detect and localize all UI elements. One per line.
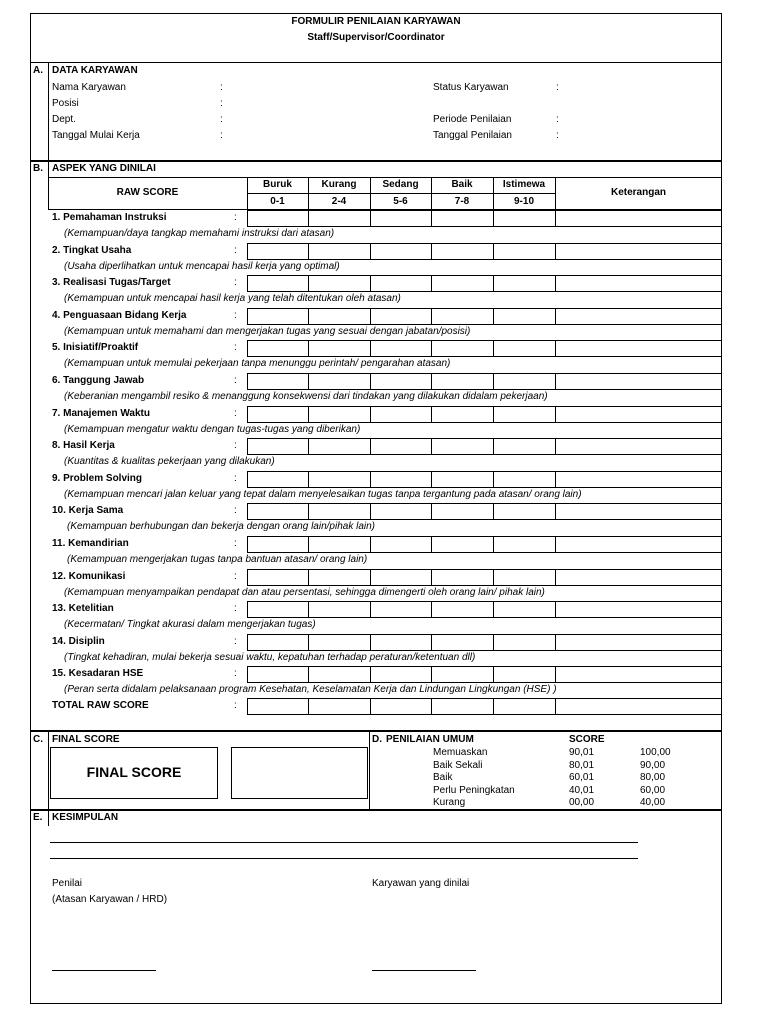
table-vline: [431, 698, 432, 715]
criterion-colon: :: [234, 668, 237, 679]
score-cell-divider: [308, 438, 309, 455]
field-colon: :: [220, 98, 223, 109]
field-tanggal-mulai-kerja: Tanggal Mulai Kerja: [52, 130, 140, 141]
criterion-name: 11. Kemandirian: [52, 538, 129, 549]
score-cell-divider: [308, 503, 309, 520]
score-cell-divider: [493, 373, 494, 390]
conclusion-line[interactable]: [50, 858, 638, 859]
score-cell-divider: [370, 634, 371, 651]
scale-label-kurang: Kurang: [321, 179, 357, 190]
score-cell-divider: [370, 210, 371, 227]
score-cell-divider: [308, 471, 309, 488]
criterion-description: (Kemampuan mencari jalan keluar yang tepat dalam menyelesaikan tugas tanpa tergantung pada atasan/ orang lain): [64, 489, 582, 500]
rating-min: 80,01: [569, 760, 595, 771]
score-cell-divider: [555, 243, 556, 260]
table-vline: [493, 698, 494, 715]
criterion-name: 2. Tingkat Usaha: [52, 245, 132, 256]
rating-label: Perlu Peningkatan: [433, 785, 515, 796]
score-cell-divider: [431, 406, 432, 423]
score-cell-divider: [555, 340, 556, 357]
field-colon: :: [220, 82, 223, 93]
score-cell-divider: [431, 503, 432, 520]
score-cell-divider: [431, 536, 432, 553]
criterion-description: (Kemampuan untuk memahami dan mengerjakan tugas yang sesuai dengan jabatan/posisi): [64, 326, 471, 337]
keterangan-header: Keterangan: [610, 187, 666, 198]
section-a-letter: A.: [33, 65, 43, 76]
criterion-score-row[interactable]: [247, 275, 722, 292]
criterion-name: 12. Komunikasi: [52, 571, 126, 582]
score-cell-divider: [555, 373, 556, 390]
section-b-divider: [30, 730, 722, 732]
field-status-karyawan: Status Karyawan: [433, 82, 509, 93]
section-d-title: PENILAIAN UMUM: [386, 734, 474, 745]
score-cell-divider: [493, 243, 494, 260]
criterion-description: (Keberanian mengambil resiko & menanggung konsekwensi dari tindakan yang dilakukan didalam pekerjaan): [64, 391, 548, 402]
score-cell-divider: [431, 243, 432, 260]
final-score-label-box: [50, 747, 218, 799]
score-cell-divider: [370, 275, 371, 292]
score-cell-divider: [308, 243, 309, 260]
field-colon: :: [556, 114, 559, 125]
table-vline: [555, 698, 556, 715]
score-cell-divider: [555, 438, 556, 455]
form-subtitle: Staff/Supervisor/Coordinator: [307, 32, 445, 43]
table-vline: [555, 177, 556, 210]
score-cell-divider: [370, 438, 371, 455]
score-cell-divider: [370, 601, 371, 618]
score-cell-divider: [308, 536, 309, 553]
final-score-label: FINAL SCORE: [86, 764, 182, 780]
employee-signature-line[interactable]: [372, 970, 476, 971]
score-cell-divider: [431, 601, 432, 618]
score-cell-divider: [555, 275, 556, 292]
score-cell-divider: [493, 503, 494, 520]
criterion-colon: :: [234, 342, 237, 353]
section-d-divider: [369, 731, 370, 809]
score-cell-divider: [493, 406, 494, 423]
criterion-colon: :: [234, 571, 237, 582]
section-a-letter-divider: [48, 62, 49, 161]
criterion-colon: :: [234, 277, 237, 288]
header-divider: [30, 62, 722, 63]
criterion-colon: :: [234, 603, 237, 614]
criterion-colon: :: [234, 375, 237, 386]
score-cell-divider: [555, 569, 556, 586]
assessor-note: (Atasan Karyawan / HRD): [52, 894, 168, 905]
scale-range-baik: 7-8: [454, 196, 470, 207]
score-cell-divider: [308, 634, 309, 651]
score-cell-divider: [431, 275, 432, 292]
criterion-score-row[interactable]: [247, 634, 722, 651]
score-cell-divider: [370, 406, 371, 423]
criterion-colon: :: [234, 636, 237, 647]
criterion-description: (Kemampuan untuk memulai pekerjaan tanpa menunggu perintah/ pengarahan atasan): [64, 358, 451, 369]
criterion-description: (Kemampuan untuk mencapai hasil kerja yang telah ditentukan oleh atasan): [64, 293, 401, 304]
score-cell-divider: [493, 601, 494, 618]
score-cell-divider: [493, 308, 494, 325]
rating-min: 60,01: [569, 772, 595, 783]
scale-label-istimewa: Istimewa: [502, 179, 546, 190]
table-vline: [308, 698, 309, 715]
criterion-name: 9. Problem Solving: [52, 473, 143, 484]
criterion-colon: :: [234, 505, 237, 516]
score-cell-divider: [555, 406, 556, 423]
section-c-title: FINAL SCORE: [52, 734, 120, 745]
score-cell-divider: [555, 308, 556, 325]
conclusion-line[interactable]: [50, 842, 638, 843]
final-score-value-box[interactable]: [231, 747, 368, 799]
criterion-colon: :: [234, 408, 237, 419]
total-colon: :: [234, 700, 237, 711]
section-a-title: DATA KARYAWAN: [52, 65, 138, 76]
section-e-letter-divider: [48, 810, 49, 826]
rating-max: 60,00: [640, 785, 666, 796]
criterion-score-row[interactable]: [247, 340, 722, 357]
score-cell-divider: [431, 569, 432, 586]
score-cell-divider: [431, 210, 432, 227]
criterion-score-row[interactable]: [247, 471, 722, 488]
field-colon: :: [556, 82, 559, 93]
criterion-name: 4. Penguasaan Bidang Kerja: [52, 310, 187, 321]
field-colon: :: [220, 130, 223, 141]
score-cell-divider: [431, 471, 432, 488]
rating-label: Kurang: [433, 797, 466, 808]
score-cell-divider: [370, 503, 371, 520]
score-cell-divider: [370, 373, 371, 390]
criterion-description: (Kemampuan berhubungan dan bekerja dengan orang lain/pihak lain): [67, 521, 375, 532]
criterion-name: 13. Ketelitian: [52, 603, 114, 614]
criterion-name: 7. Manajemen Waktu: [52, 408, 150, 419]
score-cell-divider: [370, 471, 371, 488]
criterion-score-row[interactable]: [247, 406, 722, 423]
criterion-score-row[interactable]: [247, 438, 722, 455]
score-cell-divider: [555, 210, 556, 227]
score-cell-divider: [370, 536, 371, 553]
score-cell-divider: [308, 210, 309, 227]
section-cd-divider: [30, 809, 722, 811]
score-cell-divider: [493, 634, 494, 651]
assessor-signature-line[interactable]: [52, 970, 156, 971]
scale-range-sedang: 5-6: [393, 196, 408, 207]
score-cell-divider: [431, 666, 432, 683]
criterion-colon: :: [234, 310, 237, 321]
criterion-colon: :: [234, 538, 237, 549]
score-cell-divider: [493, 471, 494, 488]
field-nama-karyawan: Nama Karyawan: [52, 82, 126, 93]
criterion-name: 3. Realisasi Tugas/Target: [52, 277, 171, 288]
score-cell-divider: [493, 569, 494, 586]
score-cell-divider: [308, 666, 309, 683]
scale-range-kurang: 2-4: [331, 196, 347, 207]
scale-label-buruk: Buruk: [263, 179, 292, 190]
score-cell-divider: [308, 340, 309, 357]
score-cell-divider: [431, 373, 432, 390]
criterion-description: (Kemampuan mengerjakan tugas tanpa bantuan atasan/ orang lain): [67, 554, 368, 565]
score-cell-divider: [493, 536, 494, 553]
criterion-name: 6. Tanggung Jawab: [52, 375, 145, 386]
criterion-score-row[interactable]: [247, 373, 722, 390]
section-a-divider: [30, 160, 722, 162]
employee-label: Karyawan yang dinilai: [372, 878, 470, 889]
section-e-letter: E.: [33, 812, 43, 823]
criterion-description: (Kuantitas & kualitas pekerjaan yang dilakukan): [64, 456, 275, 467]
section-b-title: ASPEK YANG DINILAI: [52, 163, 156, 174]
rating-label: Memuaskan: [433, 747, 488, 758]
criterion-description: (Peran serta didalam pelaksanaan program Kesehatan, Keselamatan Kerja dan Lindungan Lingkungan (HSE) ): [64, 684, 557, 695]
score-cell-divider: [493, 275, 494, 292]
field-periode-penilaian: Periode Penilaian: [433, 114, 512, 125]
rating-label: Baik: [433, 772, 453, 783]
criterion-score-row[interactable]: [247, 601, 722, 618]
criterion-score-row[interactable]: [247, 536, 722, 553]
rating-max: 100,00: [640, 747, 671, 758]
score-cell-divider: [308, 373, 309, 390]
scale-label-baik: Baik: [451, 179, 473, 190]
rating-min: 90,01: [569, 747, 595, 758]
section-b-letter: B.: [33, 163, 43, 174]
criterion-description: (Tingkat kehadiran, mulai bekerja sesuai waktu, kepatuhan terhadap peraturan/ketentuan dll): [64, 652, 476, 663]
scale-label-sedang: Sedang: [382, 179, 419, 190]
field-colon: :: [220, 114, 223, 125]
score-cell-divider: [555, 666, 556, 683]
rating-min: 00,00: [569, 797, 595, 808]
score-cell-divider: [370, 666, 371, 683]
criterion-name: 14. Disiplin: [52, 636, 105, 647]
score-cell-divider: [308, 406, 309, 423]
criterion-name: 15. Kesadaran HSE: [52, 668, 144, 679]
raw-score-header: RAW SCORE: [116, 187, 179, 198]
score-cell-divider: [555, 471, 556, 488]
rating-min: 40,01: [569, 785, 595, 796]
criterion-name: 8. Hasil Kerja: [52, 440, 115, 451]
criterion-description: (Kemampuan menyampaikan pendapat dan atau persentasi, sehingga dimengerti oleh orang lain/ pihak lain): [64, 587, 545, 598]
score-header-divider: [247, 193, 555, 194]
section-d-letter: D.: [372, 734, 382, 745]
rating-max: 90,00: [640, 760, 666, 771]
score-cell-divider: [555, 536, 556, 553]
score-cell-divider: [555, 634, 556, 651]
score-header: SCORE: [569, 734, 605, 745]
rating-max: 80,00: [640, 772, 666, 783]
score-cell-divider: [493, 438, 494, 455]
score-cell-divider: [493, 666, 494, 683]
section-b-letter-divider: [48, 161, 49, 177]
rating-max: 40,00: [640, 797, 666, 808]
form-title: FORMULIR PENILAIAN KARYAWAN: [291, 16, 461, 27]
scale-range-buruk: 0-1: [270, 196, 285, 207]
criterion-name: 1. Pemahaman Instruksi: [52, 212, 167, 223]
score-cell-divider: [431, 340, 432, 357]
rating-label: Baik Sekali: [433, 760, 483, 771]
criterion-description: (Kemampuan/daya tangkap memahami instruksi dari atasan): [64, 228, 335, 239]
score-cell-divider: [431, 634, 432, 651]
total-raw-score-label: TOTAL RAW SCORE: [52, 700, 149, 711]
field-posisi: Posisi: [52, 98, 79, 109]
criterion-description: (Kemampuan mengatur waktu dengan tugas-tugas yang diberikan): [64, 424, 361, 435]
score-cell-divider: [555, 503, 556, 520]
criterion-score-row[interactable]: [247, 666, 722, 683]
score-cell-divider: [493, 340, 494, 357]
criterion-colon: :: [234, 212, 237, 223]
score-cell-divider: [308, 275, 309, 292]
scale-range-istimewa: 9-10: [513, 196, 534, 207]
score-cell-divider: [308, 601, 309, 618]
criterion-colon: :: [234, 440, 237, 451]
assessor-label: Penilai: [52, 878, 83, 889]
score-cell-divider: [370, 569, 371, 586]
score-cell-divider: [431, 308, 432, 325]
score-cell-divider: [308, 569, 309, 586]
score-cell-divider: [370, 243, 371, 260]
field-dept: Dept.: [52, 114, 76, 125]
criterion-score-row[interactable]: [247, 243, 722, 260]
criterion-description: (Kecermatan/ Tingkat akurasi dalam mengerjakan tugas): [64, 619, 316, 630]
criterion-colon: :: [234, 473, 237, 484]
score-cell-divider: [370, 340, 371, 357]
section-c-letter: C.: [33, 734, 43, 745]
criterion-colon: :: [234, 245, 237, 256]
table-vline: [370, 698, 371, 715]
criterion-name: 10. Kerja Sama: [52, 505, 124, 516]
criterion-score-row[interactable]: [247, 308, 722, 325]
section-e-title: KESIMPULAN: [52, 812, 119, 823]
score-cell-divider: [308, 308, 309, 325]
criterion-score-row[interactable]: [247, 569, 722, 586]
criterion-score-row[interactable]: [247, 503, 722, 520]
field-colon: :: [556, 130, 559, 141]
criterion-description: (Usaha diperlihatkan untuk mencapai hasil kerja yang optimal): [64, 261, 340, 272]
section-c-letter-divider: [48, 731, 49, 809]
score-cell-divider: [370, 308, 371, 325]
score-cell-divider: [431, 438, 432, 455]
field-tanggal-penilaian: Tanggal Penilaian: [433, 130, 512, 141]
score-cell-divider: [555, 601, 556, 618]
total-score-row[interactable]: [247, 698, 722, 715]
criterion-score-row[interactable]: [247, 210, 722, 227]
score-cell-divider: [493, 210, 494, 227]
criterion-name: 5. Inisiatif/Proaktif: [52, 342, 139, 353]
